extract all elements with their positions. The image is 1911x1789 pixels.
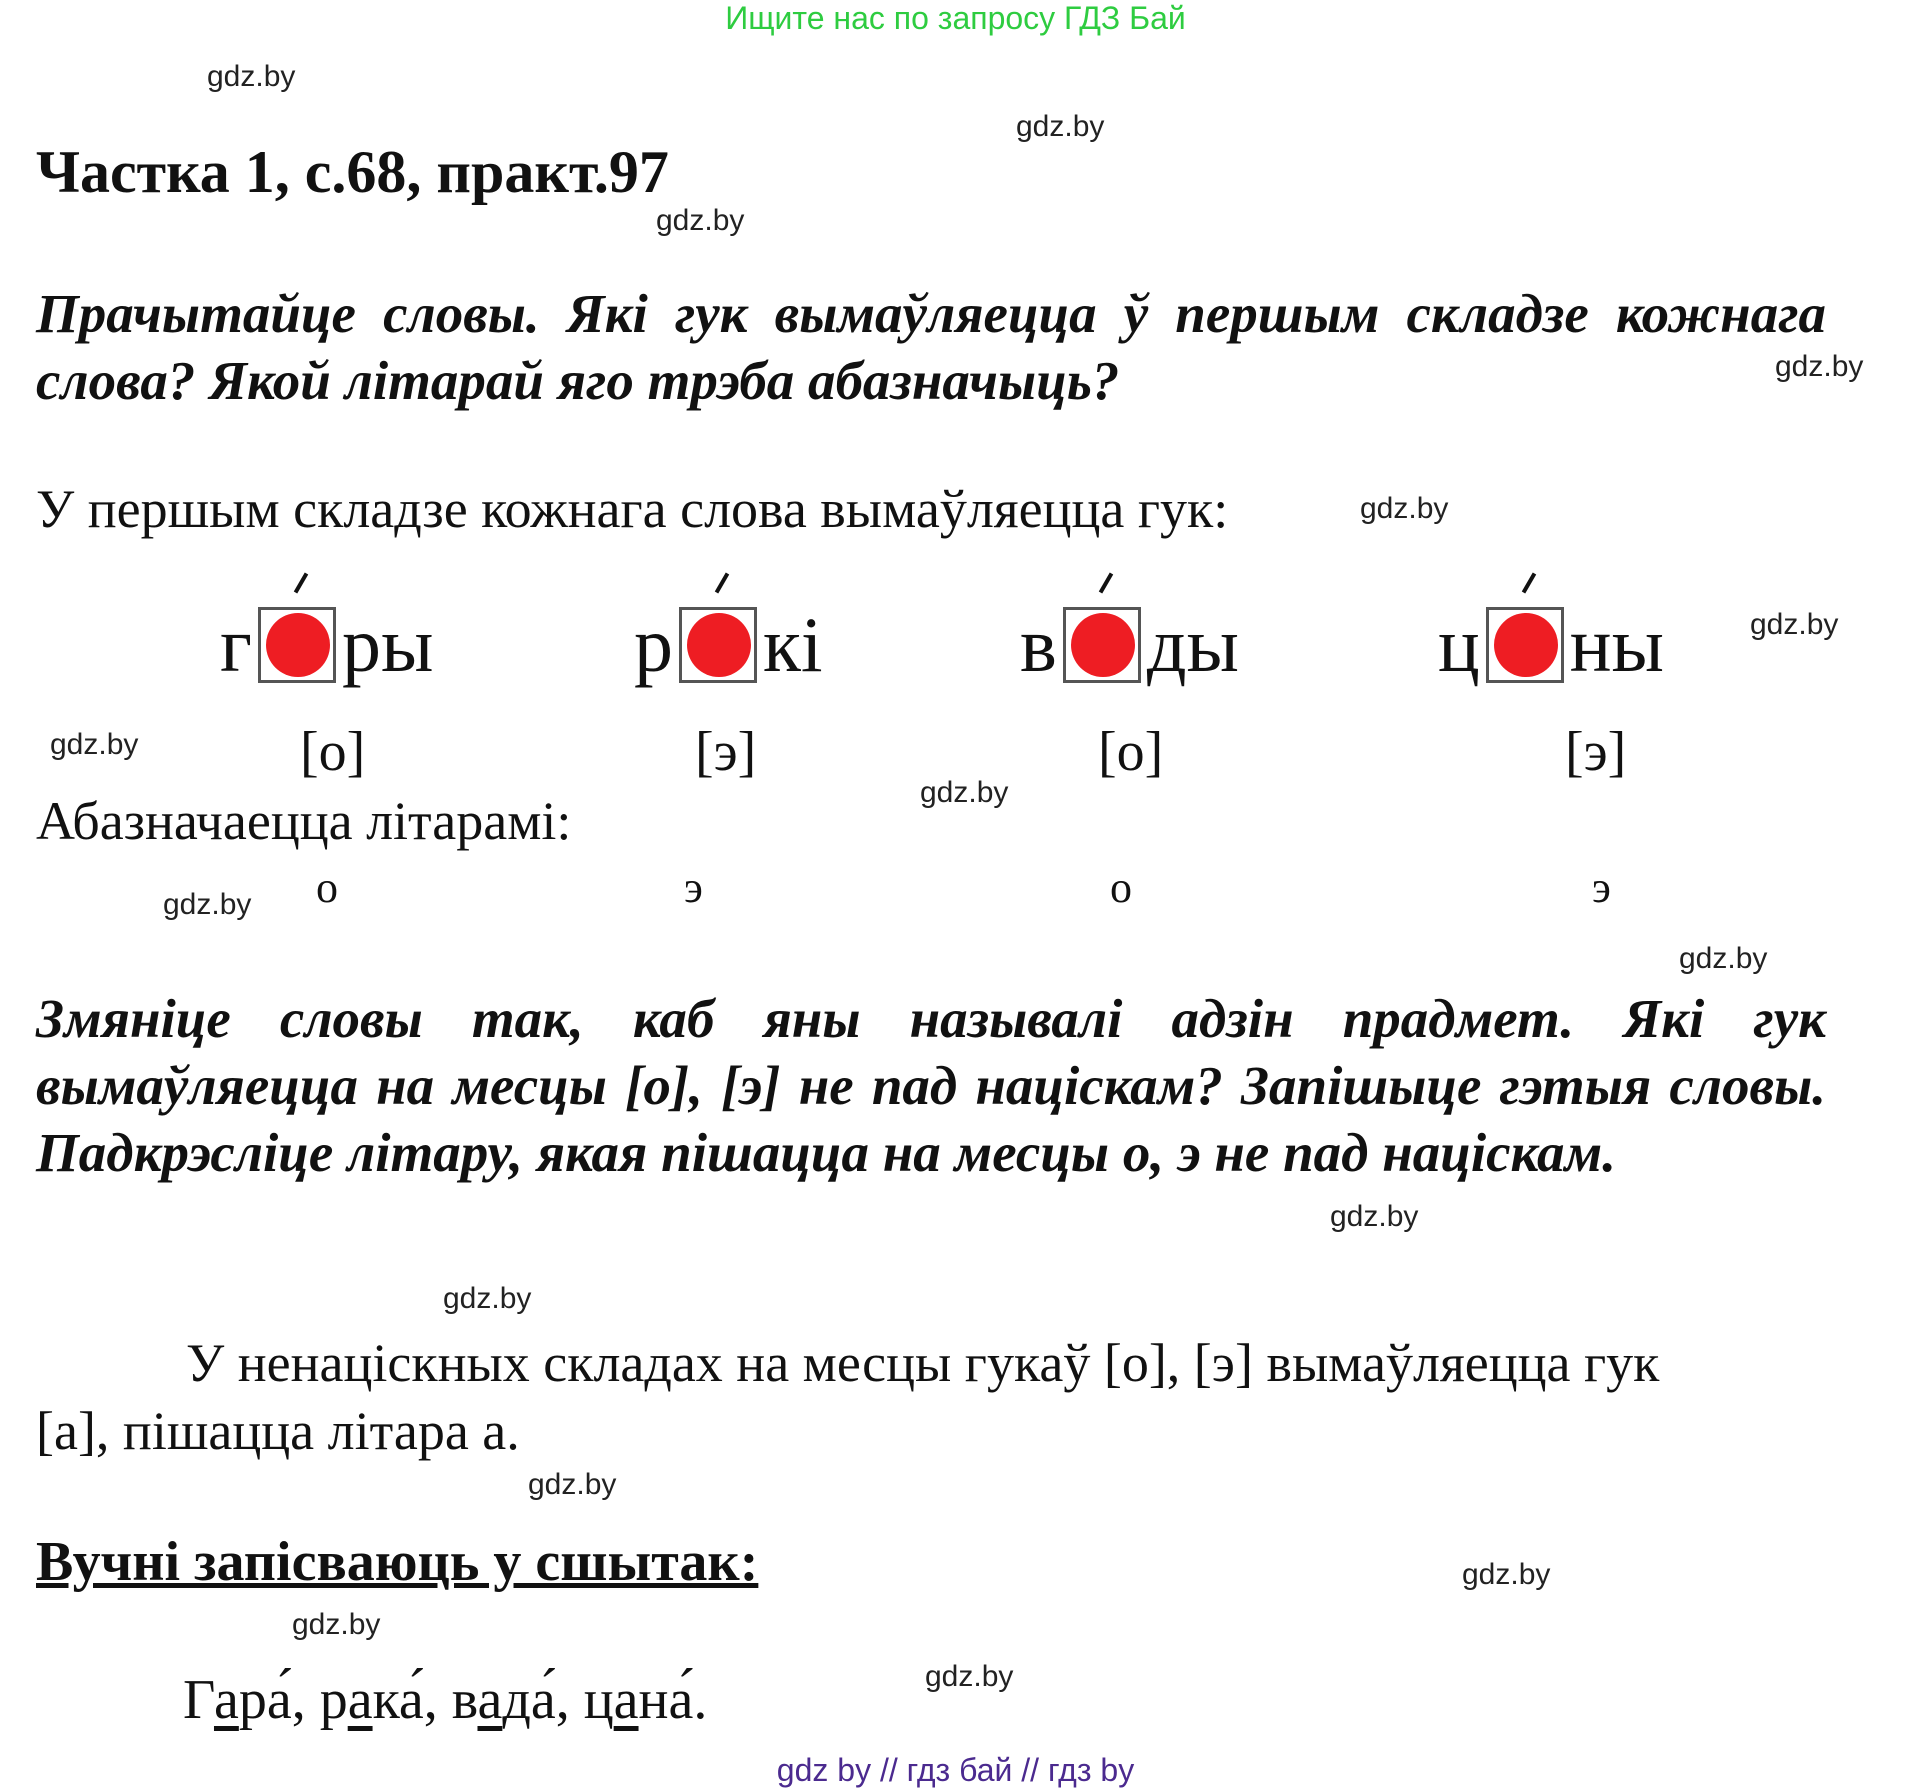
letter-1: о: [316, 863, 338, 912]
word-3-after: ды: [1146, 601, 1239, 689]
red-vowel-dot-icon: [1071, 613, 1135, 677]
letter-3: о: [1110, 863, 1132, 912]
watermark: gdz.by: [50, 728, 139, 761]
answer-part: ка́,: [372, 1669, 452, 1731]
line-letters: Абазначаецца літарамі:: [36, 791, 572, 851]
sound-4: [э]: [1565, 721, 1627, 783]
underlined-letter: а: [213, 1669, 239, 1731]
word-1-after: ры: [342, 601, 434, 689]
answer-part: в: [451, 1669, 478, 1731]
task-1-text: Прачытайце словы. Які гук вымаўляецца ў першым складзе кожнага слова? Якой літарай яго трэба абазначыць?: [36, 283, 1826, 411]
watermark: gdz.by: [207, 60, 296, 93]
stress-mark-icon: [1522, 573, 1536, 594]
answer-part: на́.: [638, 1669, 708, 1731]
watermark: gdz.by: [1679, 942, 1768, 975]
stress-mark-icon: [1099, 573, 1113, 594]
watermark: gdz.by: [163, 888, 252, 921]
watermark: gdz.by: [1750, 608, 1839, 641]
letter-4: э: [1592, 863, 1611, 912]
sound-1: [о]: [300, 721, 366, 783]
sound-3: [о]: [1098, 721, 1164, 783]
underlined-letter: а: [347, 1669, 373, 1731]
answer-part: ц: [583, 1669, 614, 1731]
watermark: gdz.by: [656, 204, 745, 237]
underlined-letter: а: [477, 1669, 503, 1731]
watermark: gdz.by: [1360, 492, 1449, 525]
word-scheme-4: [1438, 592, 1664, 689]
vowel-box: [1486, 607, 1564, 683]
letter-2: э: [684, 863, 703, 912]
watermark: gdz.by: [1330, 1200, 1419, 1233]
watermark: gdz.by: [1775, 350, 1864, 383]
word-3-before: в: [1020, 601, 1057, 689]
vowel-box: [679, 607, 757, 683]
watermark: gdz.by: [920, 776, 1009, 809]
watermark: gdz.by: [925, 1660, 1014, 1693]
stress-mark-icon: [715, 573, 729, 594]
vowel-box: [1063, 607, 1141, 683]
sound-2: [э]: [695, 721, 757, 783]
watermark: gdz.by: [1462, 1558, 1551, 1591]
word-scheme-3: [1020, 592, 1239, 689]
watermark: gdz.by: [1016, 110, 1105, 143]
page-heading: Частка 1, с.68, практ.97: [36, 139, 669, 205]
watermark: gdz.by: [443, 1282, 532, 1315]
word-1-before: г: [220, 601, 252, 689]
red-vowel-dot-icon: [687, 613, 751, 677]
word-4-after: ны: [1569, 601, 1664, 689]
word-2-after: кі: [763, 601, 823, 689]
word-4-before: ц: [1438, 601, 1480, 689]
vowel-box: [258, 607, 336, 683]
red-vowel-dot-icon: [266, 613, 330, 677]
line-first-syllable: У першым складзе кожнага слова вымаўляецца гук:: [36, 479, 1229, 539]
answer-heading: Вучні запісваюць у сшытак:: [36, 1531, 759, 1593]
watermark: gdz.by: [528, 1468, 617, 1501]
answer-part: р: [319, 1669, 348, 1731]
stress-mark-icon: [294, 573, 308, 594]
answer-part: да́,: [502, 1669, 584, 1731]
word-2-before: р: [634, 601, 673, 689]
footer-links[interactable]: gdz by // гдз бай // гдз by: [776, 1752, 1135, 1788]
answer-words: [183, 1668, 707, 1732]
answer-part: Г: [183, 1669, 214, 1731]
task-2-text: Змяніце словы так, каб яны называлі адзін прадмет. Які гук вымаўляецца на месцы [о], [э] не пад націскам? Запішыце гэтыя словы. Падкрэсліце літару, якая пішацца на месцы о, э не пад націскам.: [36, 988, 1826, 1183]
red-vowel-dot-icon: [1494, 613, 1558, 677]
explanation-line-2: [а], пішацца літара а.: [36, 1401, 520, 1461]
explanation-line-1: У ненаціскных складах на месцы гукаў [о], [э] вымаўляецца гук: [186, 1333, 1660, 1393]
underlined-letter: а: [613, 1669, 639, 1731]
word-scheme-2: [634, 592, 823, 689]
answer-part: ра́,: [238, 1669, 320, 1731]
watermark: gdz.by: [292, 1608, 381, 1641]
top-banner[interactable]: Ищите нас по запросу ГДЗ Бай: [725, 0, 1186, 36]
word-scheme-1: [220, 592, 434, 689]
